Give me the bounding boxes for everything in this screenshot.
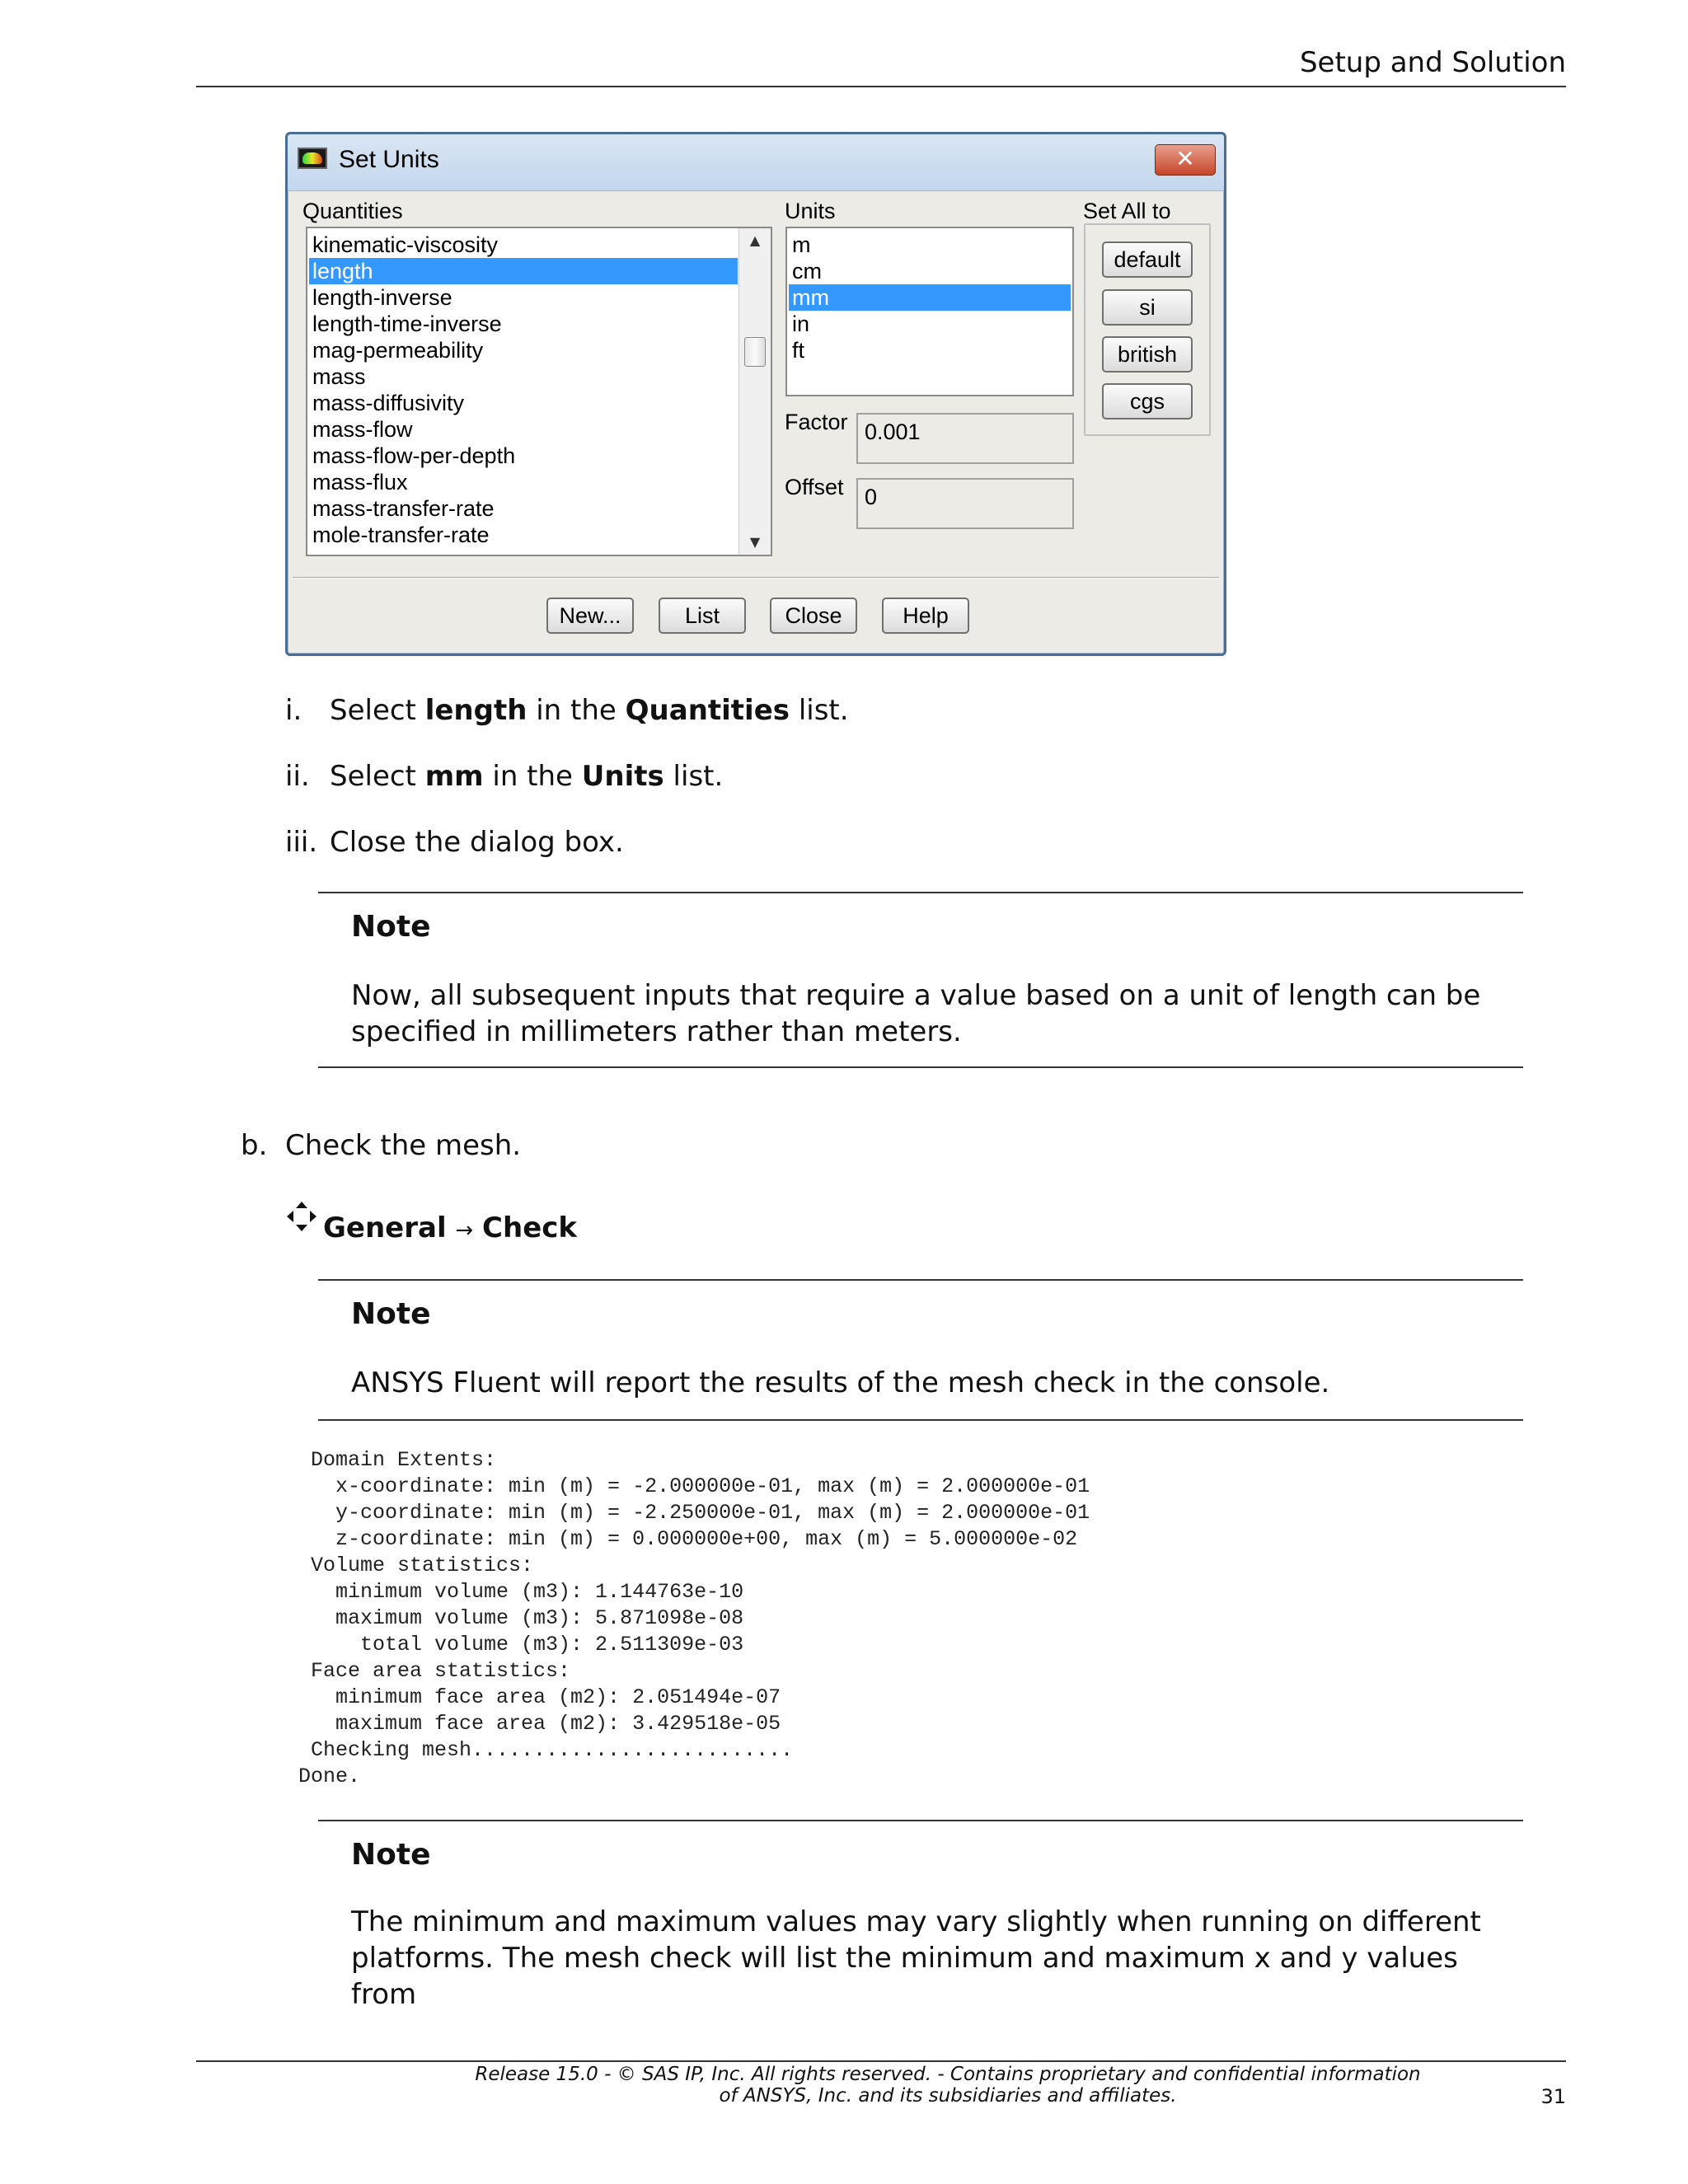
note2-heading: Note	[351, 1297, 431, 1331]
quantities-list-item[interactable]: mass-flow-per-depth	[312, 443, 516, 468]
quantities-scrollbar[interactable]	[738, 228, 771, 555]
quantities-list-item[interactable]: mass-flow	[312, 417, 413, 442]
list-button[interactable]: List	[659, 598, 746, 634]
note2-bottom-rule	[318, 1419, 1523, 1421]
note1-text: Now, all subsequent inputs that require a value based on a unit of length can be specified in millimeters rather than meters.	[351, 979, 1481, 1048]
console-output: Domain Extents: x-coordinate: min (m) = -2.000000e-01, max (m) = 2.000000e-01 y-coordinate: min (m) = -2.250000e-01, max (m) = 2.000000e-01 z-coordinate: min (m) = 0.000000e+00, max (m) = 5.000000e-02 Volume statistics: minimum volume (m3): 1.144763e-10 maximum volume (m3): 5.871098e-08 total volume (m3): 2.511309e-03 Face area statistics: minimum face area (m2): 2.051494e-07 maximum face area (m2): 3.429518e-05 Checking mesh.......................... Done.	[298, 1448, 1090, 1788]
set-all-label: Set All to	[1083, 199, 1171, 223]
set-units-dialog	[285, 132, 1226, 656]
note1-top-rule	[318, 892, 1523, 893]
quantities-list-item[interactable]: mass-flux	[312, 470, 408, 494]
units-list-item[interactable]: ft	[792, 338, 805, 363]
note3-heading: Note	[351, 1838, 431, 1872]
dialog-title: Set Units	[339, 146, 439, 173]
quantities-list-item[interactable]: kinematic-viscosity	[312, 232, 499, 257]
quantities-list-item[interactable]: mole-transfer-rate	[312, 523, 490, 547]
help-button[interactable]: Help	[882, 598, 969, 634]
quantities-list-item[interactable]: mass-transfer-rate	[312, 496, 495, 521]
quantities-list-item[interactable]: mass	[312, 364, 366, 389]
si-button[interactable]: si	[1102, 289, 1193, 326]
quantities-list-item[interactable]: mass-diffusivity	[312, 391, 465, 415]
step-number: b.	[241, 1129, 268, 1162]
new-button[interactable]: New...	[546, 598, 634, 634]
units-list-item[interactable]: cm	[792, 259, 822, 284]
page-header-title: Setup and Solution	[1299, 46, 1566, 79]
offset-field[interactable]: 0	[856, 478, 1074, 529]
factor-field[interactable]: 0.001	[856, 413, 1074, 464]
note3-top-rule	[318, 1820, 1523, 1821]
footer-line-2: of ANSYS, Inc. and its subsidiaries and affiliates.	[719, 2085, 1177, 2107]
quantities-list-item[interactable]: length-time-inverse	[312, 312, 502, 336]
scroll-down-icon[interactable]: ▼	[749, 534, 761, 550]
step-number: i.	[285, 694, 302, 727]
quantities-list-item[interactable]: length	[309, 258, 738, 284]
dialog-titlebar	[288, 134, 1224, 191]
scroll-thumb[interactable]	[744, 337, 766, 367]
footer-rule	[196, 2060, 1566, 2062]
note3-text: The minimum and maximum values may vary slightly when running on different platforms. The mesh check will list the minimum and maximum x and y values from	[351, 1905, 1481, 2011]
british-button[interactable]: british	[1102, 336, 1193, 373]
scroll-up-icon[interactable]: ▲	[749, 232, 761, 248]
cgs-button[interactable]: cgs	[1102, 383, 1193, 419]
dialog-separator	[293, 577, 1219, 579]
step-number: ii.	[285, 760, 310, 793]
close-icon[interactable]: ✕	[1155, 144, 1216, 176]
note1-bottom-rule	[318, 1066, 1523, 1068]
footer-line-1: Release 15.0 - © SAS IP, Inc. All rights reserved. - Contains proprietary and confidential information	[475, 2064, 1421, 2085]
arrow-icon: →	[455, 1218, 474, 1243]
navigation-icon	[285, 1200, 318, 1233]
app-icon	[298, 148, 327, 169]
units-list[interactable]	[785, 227, 1074, 396]
footer-text	[462, 2064, 1434, 2107]
note2-text: ANSYS Fluent will report the results of the mesh check in the console.	[351, 1366, 1330, 1399]
quantities-list-item[interactable]: mag-permeability	[312, 338, 484, 363]
units-list-item[interactable]: in	[792, 312, 810, 336]
units-label: Units	[785, 199, 836, 223]
note2-top-rule	[318, 1279, 1523, 1281]
factor-label: Factor	[785, 410, 848, 434]
quantities-label: Quantities	[302, 199, 403, 223]
default-button[interactable]: default	[1102, 241, 1193, 278]
header-rule	[196, 86, 1566, 87]
units-list-item[interactable]: m	[792, 232, 811, 257]
close-button[interactable]: Close	[770, 598, 857, 634]
navigation-path: General → Check	[323, 1212, 578, 1244]
step-number: iii.	[285, 826, 318, 859]
quantities-list-item[interactable]: length-inverse	[312, 285, 452, 310]
quantities-list[interactable]	[306, 227, 772, 556]
note1-heading: Note	[351, 910, 431, 944]
units-list-item[interactable]: mm	[789, 284, 1071, 311]
page-number: 31	[1540, 2085, 1566, 2108]
offset-label: Offset	[785, 475, 844, 499]
